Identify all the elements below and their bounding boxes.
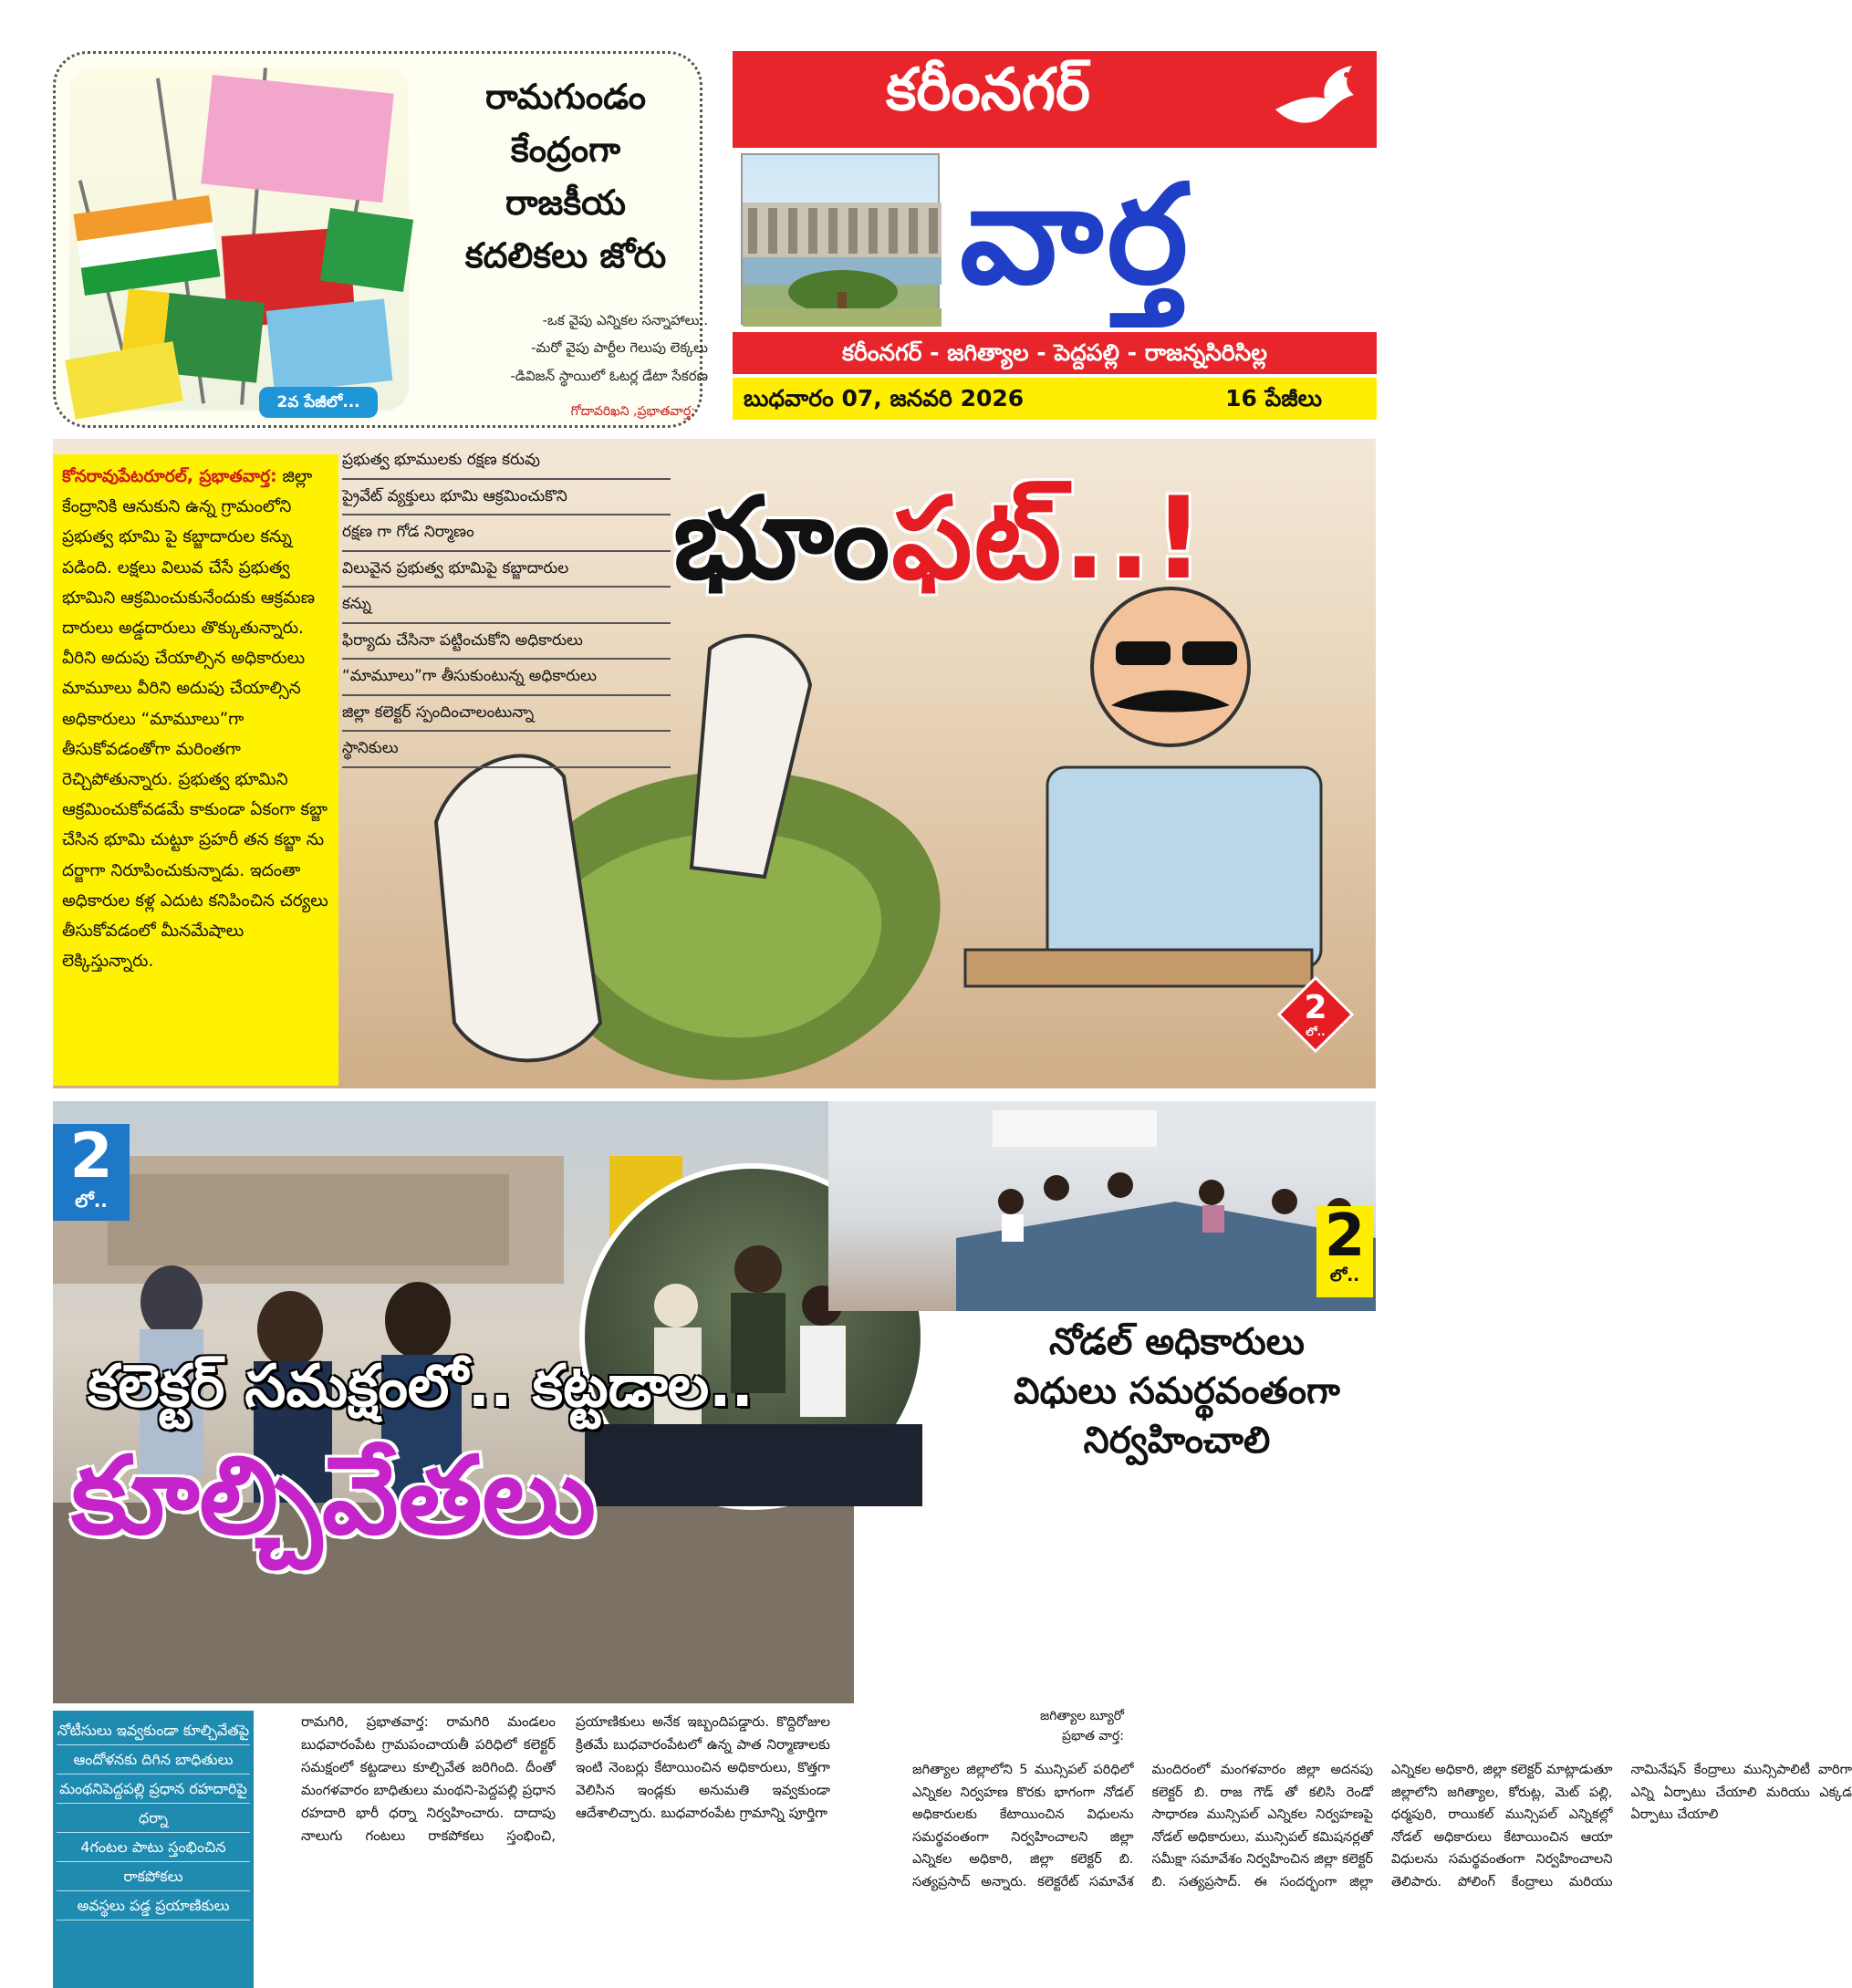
story2-bullet: నోటీసులు ఇవ్వకుండా కూల్చివేతపై: [57, 1716, 250, 1745]
story3-headline-2: విధులు సమర్థవంతంగా: [1014, 1370, 1340, 1412]
lead-body: జిల్లా కేంద్రానికి ఆనుకుని ఉన్న గ్రామంలోని ప్రభుత్వ భూమి పై కబ్జాదారుల కన్ను పడింది. లక్షలు విలువ చేసే ప్రభుత్వ భూమిని ఆక్రమించుకునేందుకు ఆక్రమణ దారులు అడ్డదారులు తొక్కుతున్నారు. వీరిని అదుపు చేయాల్సిన అధికారులు మామూలు వీరిని అదుపు చేయాల్సిన అధికారులు “మామూలు”గా తీసుకోవడంతోగా మరింతగా రెచ్చిపోతున్నారు. ప్రభుత్వ భూమిని ఆక్రమించుకోవడమే కాకుండా ఏకంగా కబ్జా చేసిన భూమి చుట్టూ ప్రహరీ తన కబ్జా ను దర్జాగా నిరూపించుకున్నాడు. ఇదంతా అధికారుల కళ్ల ఎదుట కనిపించిన చర్యలు తీసుకోవడంలో మీనమేషాలు లెక్కిస్తున్నారు.: [62, 467, 328, 972]
meeting-photo: [828, 1101, 1376, 1311]
district-list-bar: కరీంనగర్ - జగిత్యాల - పెద్దపల్లి - రాజన్నసిరిసిల్ల: [733, 332, 1377, 374]
story2-bullet: అవస్థలు పడ్డ ప్రయాణికులు: [57, 1891, 250, 1920]
story2-bullet: ఆందోళనకు దిగిన బాధితులు: [57, 1745, 250, 1775]
story2-see-page-tag[interactable]: [53, 1120, 130, 1221]
story3-see-page-tag[interactable]: [1316, 1202, 1373, 1297]
story2-headline-main: కూల్చివేతలు: [71, 1432, 597, 1558]
promo-sub-1: -ఒక వైపు ఎన్నికల సన్నాహాలు..: [542, 312, 708, 328]
story3-headline-1: నోడల్ అధికారులు: [1049, 1321, 1305, 1363]
see-num: 2: [69, 1120, 113, 1192]
story2-bullet: రాకపోకలు: [57, 1862, 250, 1891]
see-suffix: లో..: [1329, 1266, 1360, 1285]
lead-bullet: ప్రైవేట్ వ్యక్తులు భూమి ఆక్రమించుకొని: [342, 480, 671, 516]
lead-bullet: ఫిర్యాదు చేసినా పట్టించుకోని అధికారులు: [342, 624, 671, 661]
see-num: 2: [1324, 1202, 1366, 1270]
promo-headline-1: రామగుండం: [484, 77, 647, 117]
story3-byline: [987, 1706, 1124, 1746]
story2-body: రామగిరి, ప్రభాతవార్త: రామగిరి మండలం బుధవారంపేట గ్రామపంచాయతీ పరిధిలో కలెక్టర్ సమక్షంలో కట్టడాలు కూల్చివేత జరిగింది. దీంతో మంగళవారం బాధితులు మంథని-పెద్దపల్లి ప్రధాన రహదారి భారీ ధర్నా నిర్వహించారు. దాదాపు నాలుగు గంటలు రాకపోకలు స్తంభించి, ప్రయాణికులు అనేక ఇబ్బందిపడ్డారు. కొద్దిరోజుల క్రితమే బుధవారంపేటలో ఉన్న పాత నిర్మాణాలకు ఇంటి నెంబర్లు కేటాయించిన అధికారులు, కొత్తగా వెలిసిన ఇండ్లకు అనుమతి ఇవ్వకుండా ఆదేశాలిచ్చారు. బుధవారంపేట గ్రామాన్ని పూర్తిగా: [301, 1713, 830, 1844]
promo-headline-4: కదలికలు జోరు: [464, 235, 667, 276]
story3-headline-3: నిర్వహించాలి: [1083, 1420, 1271, 1462]
story2-bullet: మంథనిపెద్దపల్లి ప్రధాన రహదారిపై: [57, 1775, 250, 1804]
lead-byline: కోనరావుపేటరూరల్, ప్రభాతవార్త:: [62, 467, 277, 486]
lead-bullet: “మామూలు”గా తీసుకుంటున్న అధికారులు: [342, 660, 671, 696]
lead-bullet: విలువైన ప్రభుత్వ భూమిపై కబ్జాదారుల: [342, 552, 671, 588]
masthead-brand: వార్త: [960, 156, 1192, 315]
lead-bullet: రక్షణ గా గోడ నిర్మాణం: [342, 515, 671, 552]
lead-bullet: జిల్లా కలెక్టర్ స్పందించాలంటున్నా: [342, 696, 671, 733]
lead-headline-black: భూం: [673, 474, 892, 605]
date-bar: [733, 378, 1377, 420]
see-suffix: లో..: [1306, 1025, 1326, 1039]
masthead-city-name: కరీంనగర్: [886, 57, 1090, 124]
story2-bullet: 4గంటల పాటు స్తంభించిన: [57, 1833, 250, 1862]
story3-body: జగిత్యాల జిల్లాలోని 5 మున్సిపల్ పరిధిలో ఎన్నికల నిర్వహణ కొరకు భాగంగా నోడల్ అధికారులకు కేటాయించిన విధులను సమర్థవంతంగా నిర్వహించాలని జిల్లా ఎన్నికల అధికారి, జిల్లా కలెక్టర్ బి. సత్యప్రసాద్ అన్నారు. కలెక్టరేట్ సమావేశ మందిరంలో మంగళవారం జిల్లా అదనపు కలెక్టర్ బి. రాజ గౌడ్ తో కలిసి రెండో సాధారణ మున్సిపల్ ఎన్నికల నిర్వహణపై నోడల్ అధికారులు, మున్సిపల్ కమిషనర్లతో సమీక్షా సమావేశం నిర్వహించిన జిల్లా కలెక్టర్ బి. సత్యప్రసాద్. ఈ సందర్భంగా జిల్లా ఎన్నికల అధికారి, జిల్లా కలెక్టర్ మాట్లాడుతూ జిల్లాలోని జగిత్యాల, కోరుట్ల, మెట్ పల్లి, ధర్మపురి, రాయికల్ మున్సిపల్ ఎన్నికల్లో నోడల్ అధికారులు కేటాయించిన ఆయా విధులను సమర్థవంతంగా నిర్వహించాలని తెలిపారు. పోలింగ్ కేంద్రాలు మరియు నామినేషన్ కేంద్రాలు మున్సిపాలిటీ వారిగా ఎన్ని ఏర్పాటు చేయాలి మరియు ఎక్కడ ఏర్పాటు చేయాలి: [912, 1763, 1852, 1889]
story3-source: ప్రభాత వార్త:: [1062, 1729, 1124, 1743]
story2-bullet-box: [53, 1711, 254, 1988]
party-flags-illustration: [69, 68, 409, 411]
see-page-2-pill[interactable]: 2వ పేజీలో...: [259, 387, 378, 418]
story2-headline-top: కలెక్టర్ సమక్షంలో.. కట్టడాల..: [88, 1353, 754, 1421]
lead-bullet: స్థానికులు: [342, 732, 671, 768]
lead-bullet-list: [342, 443, 671, 768]
see-suffix: లో..: [75, 1190, 108, 1212]
promo-headline-2: కేంద్రంగా: [510, 130, 621, 170]
issue-date: బుధవారం 07, జనవరి 2026: [744, 385, 1025, 411]
lead-bullet: ప్రభుత్వ భూములకు రక్షణ కరువు: [342, 443, 671, 480]
page-count: 16 పేజీలు: [1225, 385, 1322, 411]
lead-story-column: [53, 454, 338, 1086]
promo-headline-3: రాజకీయ: [505, 182, 627, 223]
dove-logo-icon: [1268, 58, 1368, 141]
dam-photo: [741, 153, 940, 325]
see-num: 2: [1304, 989, 1327, 1027]
story3-bureau: జగిత్యాల బ్యూరో: [1040, 1709, 1124, 1723]
lead-headline: [673, 471, 1206, 608]
promo-credit: గోదావరిఖని ,ప్రభాతవార్త:: [570, 404, 695, 419]
story2-bullet: ధర్నా: [57, 1804, 250, 1833]
lead-headline-red: ఫట్..!: [891, 474, 1206, 605]
lead-bullet: కన్ను: [342, 588, 671, 624]
promo-sub-3: -డివిజన్ స్థాయిలో ఓటర్ల డేటా సేకరణ: [510, 368, 708, 384]
promo-sub-2: -మరో వైపు పార్టీల గెలుపు లెక్కలు: [531, 339, 708, 356]
